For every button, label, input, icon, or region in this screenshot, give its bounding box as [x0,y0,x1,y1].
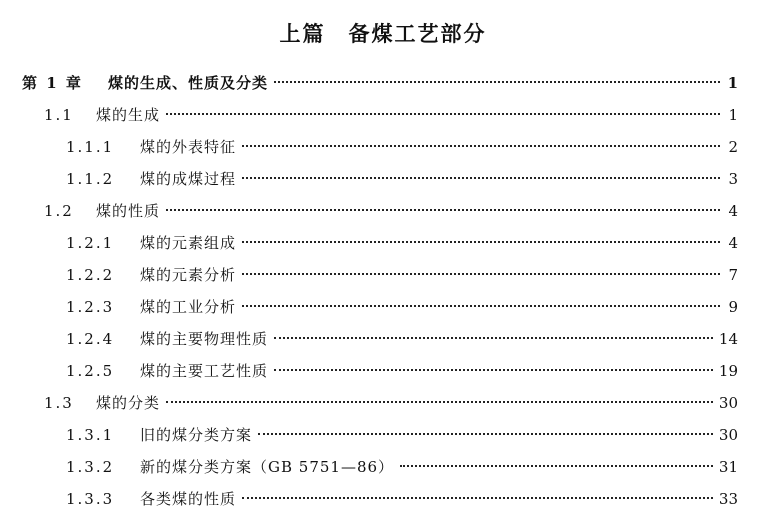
dot-leader [166,209,720,211]
toc-entry-number: 1.2.4 [66,330,115,348]
toc-entry-page: 2 [728,138,738,156]
dot-leader [400,465,713,467]
toc-entry-1-2-1[interactable] [66,232,738,254]
toc-entry-title: 新的煤分类方案（GB 5751—86） [140,458,395,476]
dot-leader [242,273,720,275]
toc-entry-1-2[interactable] [44,200,738,222]
toc-entry-title: 煤的元素组成 [140,234,237,252]
toc-entry-page: 19 [718,362,738,380]
toc-entry-1-1-1[interactable] [66,136,738,158]
toc-entry-page: 14 [718,330,738,348]
toc-entry-number: 1.2.1 [66,234,115,252]
toc-entry-page: 1 [727,74,738,92]
toc-entry-number: 1.3.3 [66,490,115,508]
toc-entry-number: 1.1.1 [66,138,115,156]
toc-entry-title: 煤的元素分析 [140,266,237,284]
dot-leader [242,305,720,307]
dot-leader [242,145,720,147]
dot-leader [274,337,713,339]
dot-leader [274,369,713,371]
toc-entry-title: 煤的主要物理性质 [140,330,269,348]
toc-entry-title: 煤的工业分析 [140,298,237,316]
toc-entry-title: 煤的生成 [96,106,161,124]
toc-entry-number: 1.3.2 [66,458,115,476]
toc-entry-page: 33 [718,490,738,508]
toc-entry-number: 1.2.5 [66,362,115,380]
dot-leader [242,497,713,499]
toc-entry-number: 1.3 [44,394,74,412]
toc-entry-1-2-5[interactable] [66,360,738,382]
toc-entry-title: 煤的性质 [96,202,161,220]
toc-entry-page: 30 [718,394,738,412]
toc-entry-title: 煤的成煤过程 [140,170,237,188]
toc-entry-1-3-3[interactable] [66,488,738,510]
toc-entry-chapter-1[interactable] [22,72,738,94]
toc-entry-number: 第 1 章 [22,74,83,92]
part-title: 上篇 备煤工艺部分 [279,21,487,46]
toc-entry-page: 30 [718,426,738,444]
toc-entry-1-1[interactable] [44,104,738,126]
dot-leader [166,401,713,403]
toc-entry-1-1-2[interactable] [66,168,738,190]
toc-entry-1-2-4[interactable] [66,328,738,350]
toc-entry-number: 1.2.2 [66,266,115,284]
toc-entry-page: 31 [718,458,738,476]
toc-entry-page: 3 [728,170,738,188]
toc-entry-number: 1.1 [44,106,74,124]
toc-entry-title: 煤的外表特征 [140,138,237,156]
toc-entry-page: 4 [728,202,738,220]
toc-entry-page: 1 [728,106,738,124]
toc-entry-title: 煤的生成、性质及分类 [108,74,269,92]
dot-leader [258,433,713,435]
toc-entry-title: 旧的煤分类方案 [140,426,253,444]
toc-entry-1-2-2[interactable] [66,264,738,286]
toc-entry-number: 1.1.2 [66,170,115,188]
dot-leader [242,177,720,179]
toc-entry-page: 7 [728,266,738,284]
toc-entry-title: 煤的分类 [96,394,161,412]
dot-leader [166,113,720,115]
toc-entry-number: 1.3.1 [66,426,115,444]
toc-entry-1-3-1[interactable] [66,424,738,446]
toc-entry-title: 煤的主要工艺性质 [140,362,269,380]
dot-leader [274,81,720,83]
toc-entry-title: 各类煤的性质 [140,490,237,508]
dot-leader [242,241,720,243]
toc-entry-number: 1.2.3 [66,298,115,316]
toc-entry-page: 4 [728,234,738,252]
toc-entry-1-3[interactable] [44,392,738,414]
toc-entry-1-2-3[interactable] [66,296,738,318]
toc-entry-page: 9 [728,298,738,316]
toc-entry-1-3-2[interactable] [66,456,738,478]
toc-entry-number: 1.2 [44,202,74,220]
